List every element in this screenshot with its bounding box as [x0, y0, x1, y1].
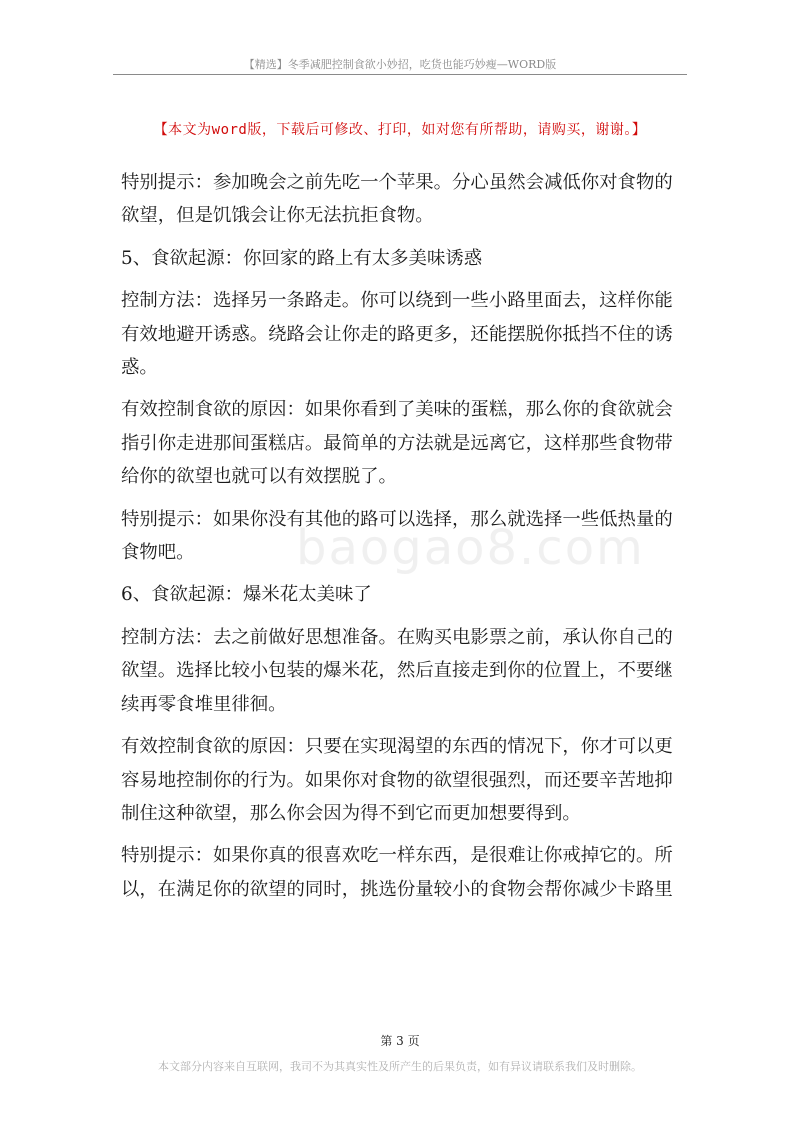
section-heading: 5、食欲起源：你回家的路上有太多美味诱惑: [121, 247, 483, 269]
paragraph: 特别提示：如果你真的很喜欢吃一样东西，是很难让你戒掉它的。所以，在满足你的欲望的同时，挑选份量较小的食物会帮你减少卡路里: [121, 845, 673, 900]
footer-disclaimer: 本文部分内容来自互联网，我司不为其真实性及所产生的后果负责，如有异议请联系我们及时删除。: [158, 1060, 642, 1073]
watermark: baogao8.com: [296, 520, 645, 576]
page-header-title: 【精选】冬季减肥控制食欲小妙招，吃货也能巧妙瘦—WORD版: [243, 58, 557, 71]
paragraph: 控制方法：去之前做好思想准备。在购买电影票之前，承认你自己的欲望。选择比较小包装的爆米花，然后直接走到你的位置上，不要继续再零食堆里徘徊。: [121, 626, 673, 715]
paragraph: 有效控制食欲的原因：如果你看到了美味的蛋糕，那么你的食欲就会指引你走进那间蛋糕店。最简单的方法就是远离它，这样那些食物带给你的欲望也就可以有效摆脱了。: [121, 399, 673, 488]
page-number: 第 3 页: [380, 1034, 420, 1048]
paragraph: 控制方法：选择另一条路走。你可以绕到一些小路里面去，这样你能有效地避开诱惑。绕路会让你走的路更多，还能摆脱你抵挡不住的诱惑。: [121, 290, 673, 379]
paragraph: 特别提示：如果你没有其他的路可以选择，那么就选择一些低热量的食物吧。: [121, 508, 673, 564]
document-body: [121, 166, 681, 915]
paragraph: 特别提示：参加晚会之前先吃一个苹果。分心虽然会减低你对食物的欲望，但是饥饿会让你无法抗拒食物。: [121, 172, 673, 227]
header-divider: [113, 74, 687, 75]
purchase-notice: 【本文为word版，下载后可修改、打印，如对您有所帮助，请购买，谢谢。】: [153, 122, 647, 138]
paragraph: 有效控制食欲的原因：只要在实现渴望的东西的情况下，你才可以更容易地控制你的行为。如果你对食物的欲望很强烈，而还要辛苦地抑制住这种欲望，那么你会因为得不到它而更加想要得到。: [121, 736, 673, 824]
section-heading: 6、食欲起源：爆米花太美味了: [121, 584, 372, 606]
